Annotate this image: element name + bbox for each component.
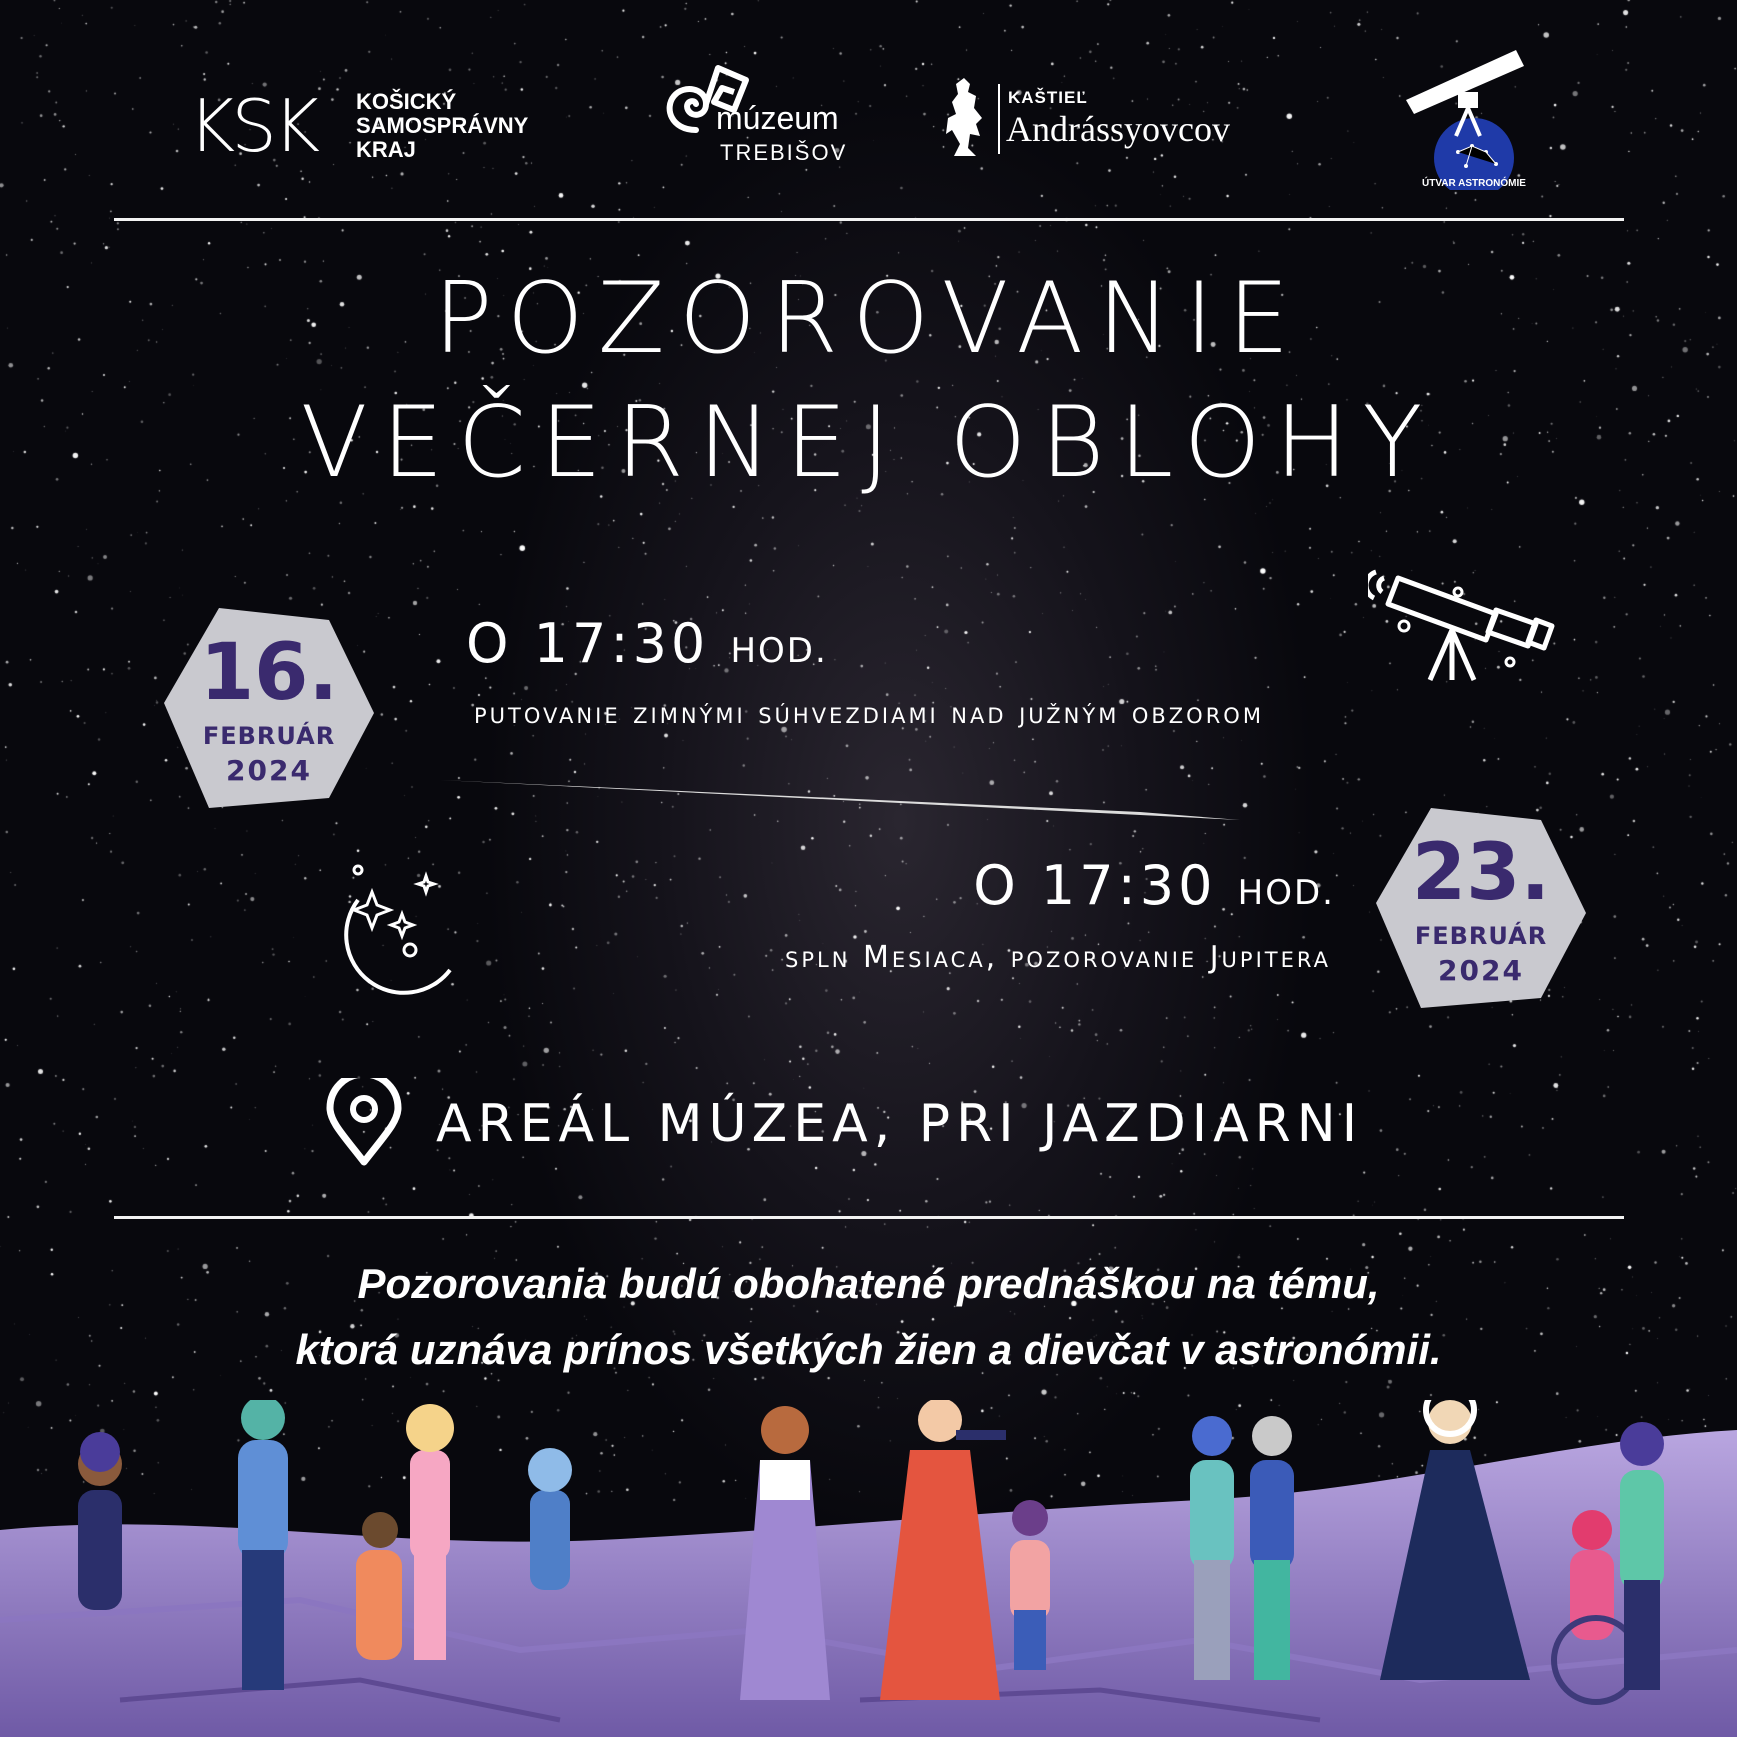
kastiel-logo-line2: Andrássyovcov <box>1006 109 1230 149</box>
top-divider <box>114 218 1624 221</box>
ksk-logo-line2: SAMOSPRÁVNY <box>356 113 529 138</box>
ksk-logo-line1: KOŠICKÝ <box>356 89 457 114</box>
event1-day: 16. <box>199 628 339 718</box>
event1-description: putovanie zimnými súhvezdiami nad južným obzorom <box>474 696 1264 731</box>
lecture-line-1: Pozorovania budú obohatené prednáškou na tému, <box>357 1260 1380 1307</box>
kastiel-andrassyovcov-logo <box>940 74 1240 164</box>
ksk-logo <box>188 84 529 168</box>
event2-month: FEBRUÁR <box>1414 922 1548 950</box>
event2-time <box>973 854 1335 917</box>
event1-time-value: O 17:30 <box>466 612 710 675</box>
event1-month: FEBRUÁR <box>202 722 336 750</box>
event1-year: 2024 <box>226 754 312 787</box>
event1-date-badge <box>164 608 374 808</box>
event2-day: 23. <box>1411 828 1551 918</box>
event1-time <box>466 612 828 675</box>
moon-stars-icon <box>310 856 460 1006</box>
shooting-star-streak <box>440 776 1240 826</box>
lecture-line-2: ktorá uznáva prínos všetkých žien a dievčat v astronómii. <box>295 1326 1442 1373</box>
event2-year: 2024 <box>1438 954 1524 987</box>
event1-time-unit: HOD. <box>730 631 828 671</box>
title-line-1: POZOROVANIE <box>433 262 1304 376</box>
planet-surface-illustration <box>0 1400 1737 1737</box>
ksk-logo-line3: KRAJ <box>356 137 416 162</box>
title-line-2: VEČERNEJ OBLOHY <box>300 386 1437 500</box>
location-pin-icon <box>324 1078 404 1168</box>
astronomy-unit-logo <box>1396 40 1546 190</box>
event2-date-badge <box>1376 808 1586 1008</box>
telescope-icon <box>1368 558 1568 688</box>
heraldic-lion-icon <box>940 74 990 159</box>
ksk-logo-mark: KSK <box>188 84 317 168</box>
kastiel-logo-line1: KAŠTIEĽ <box>1008 88 1088 107</box>
venue-text: AREÁL MÚZEA, PRI JAZDIARNI <box>436 1094 1364 1154</box>
museum-trebisov-logo <box>656 60 848 170</box>
astronomy-badge-icon <box>1396 40 1546 190</box>
museum-logo-line1: múzeum <box>716 100 839 136</box>
astronomy-logo-label: ÚTVAR ASTRONÓMIE <box>1422 178 1526 189</box>
museum-logo-line2: TREBIŠOV <box>720 140 848 165</box>
event2-time-value: O 17:30 <box>973 854 1217 917</box>
event2-time-unit: HOD. <box>1237 873 1335 913</box>
bottom-divider <box>114 1216 1624 1219</box>
event2-description: spln Mesiaca, pozorovanie Jupitera <box>785 940 1331 975</box>
